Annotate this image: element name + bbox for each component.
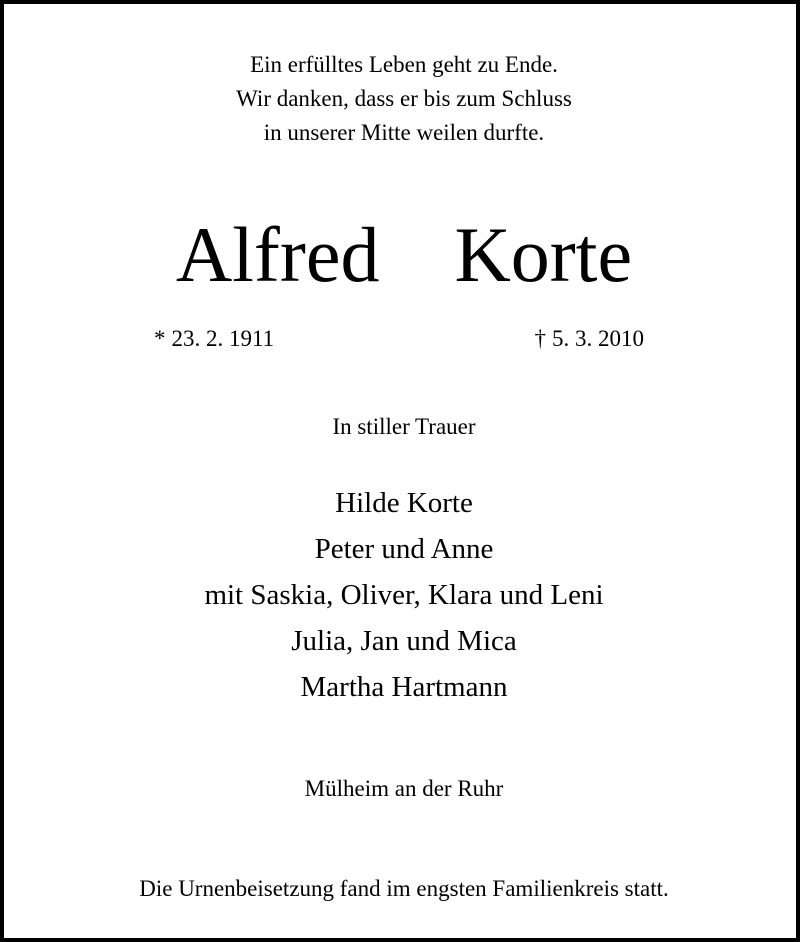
deceased-name: Alfred Korte: [175, 211, 633, 298]
family-line-2: Peter und Anne: [314, 533, 494, 565]
birth-date-block: [154, 322, 274, 356]
family-line-3: mit Saskia, Oliver, Klara und Leni: [204, 579, 604, 611]
family-line-5: Martha Hartmann: [300, 671, 508, 703]
death-date-block: [535, 322, 645, 356]
intro-line-2: Wir danken, dass er bis zum Schluss: [236, 86, 572, 111]
intro-line-3: in unserer Mitte weilen durfte.: [263, 120, 545, 145]
death-date: 5. 3. 2010: [552, 326, 644, 351]
burial-notice: Die Urnenbeisetzung fand im engsten Familienkreis statt.: [139, 876, 669, 901]
birth-symbol: *: [154, 326, 166, 351]
mourning-phrase: In stiller Trauer: [332, 414, 476, 439]
birth-date: 23. 2. 1911: [171, 326, 275, 351]
place-name: Mülheim an der Ruhr: [304, 776, 504, 801]
death-symbol: †: [534, 326, 546, 351]
family-line-1: Hilde Korte: [335, 487, 473, 519]
family-line-4: Julia, Jan und Mica: [291, 625, 517, 657]
intro-line-1: Ein erfülltes Leben geht zu Ende.: [250, 52, 558, 77]
